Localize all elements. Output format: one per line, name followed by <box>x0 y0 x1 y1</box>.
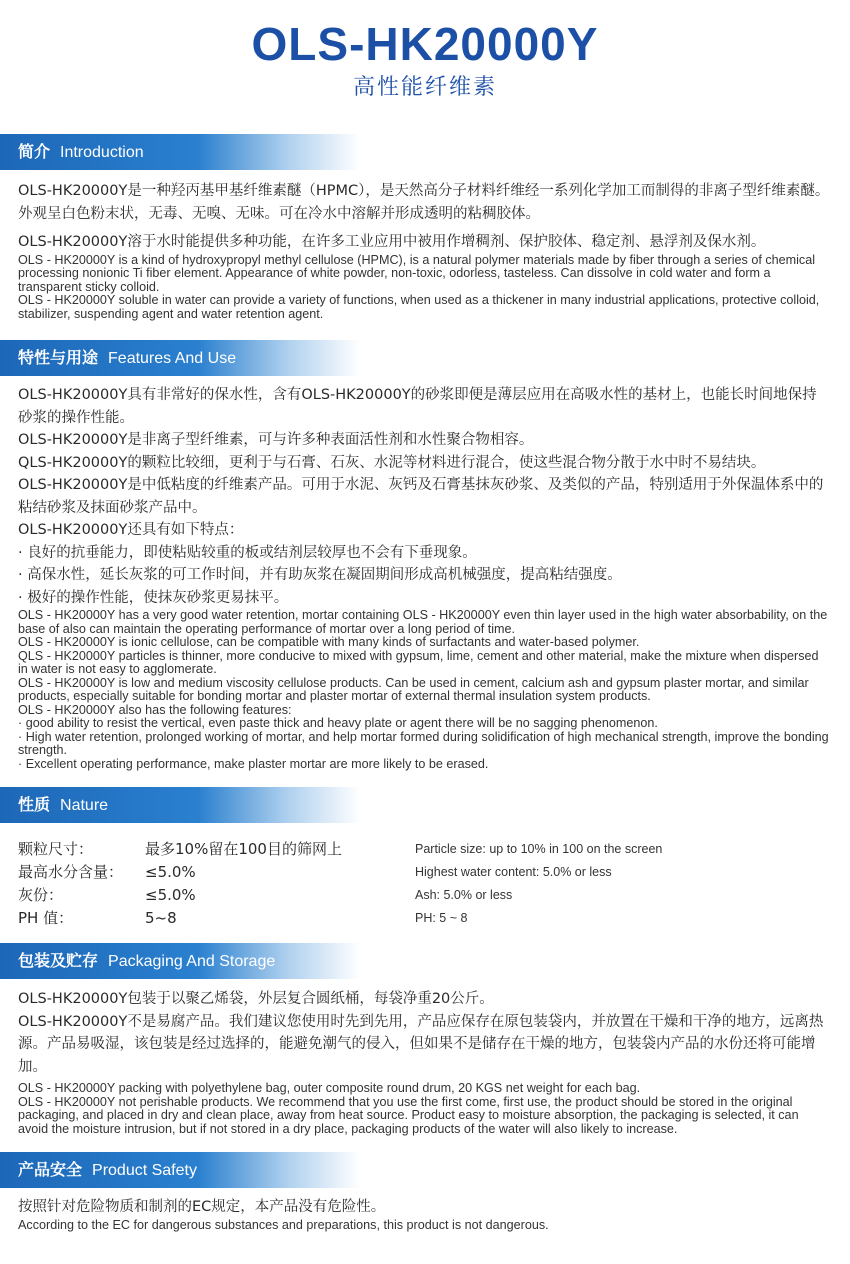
safety-zh-paragraph: 按照针对危险物质和制剂的EC规定，本产品没有危险性。 <box>18 1199 386 1215</box>
packaging-zh-paragraph: OLS-HK20000Y包装于以聚乙烯袋，外层复合圆纸桶，每袋净重20公斤。 <box>18 991 494 1007</box>
features-zh-bullet: · 良好的抗垂能力，即使粘贴较重的板或结剂层较厚也不会有下垂现象。 <box>18 544 477 561</box>
intro-zh-paragraph: OLS-HK20000Y是一种羟丙基甲基纤维素醚（HPMC），是天然高分子材料纤维经一系列化学加工而制得的非离子型纤维素醚。外观呈白色粉末状，无毒、无嗅、无味。可在冷水中溶解并形成透明的粘稠胶体。 <box>18 183 830 222</box>
intro-en-paragraph: OLS - HK20000Y is a kind of hydroxypropyl methyl cellulose (HPMC), is a natural polymer materials made by fiber through a series of chemical processing nonionic Ti fiber element. Appearance of white powder, non-toxic, odorless, tasteless. Can dissolve in cold water and form a transparent sticky colloid. <box>18 252 816 294</box>
features-zh-paragraph: OLS-HK20000Y还具有如下特点： <box>18 522 244 538</box>
section-title-zh: 简介 <box>18 142 51 161</box>
section-title-en: Nature <box>60 797 109 814</box>
section-title-zh: 特性与用途 <box>18 348 99 367</box>
section-header-packaging <box>0 943 360 979</box>
section-title-en: Introduction <box>60 144 144 161</box>
section-title-zh: 包装及贮存 <box>18 951 99 970</box>
packaging-en-paragraph: OLS - HK20000Y packing with polyethylene bag, outer composite round drum, 20 KGS net weight for each bag. <box>18 1081 641 1095</box>
packaging-body <box>18 988 830 1136</box>
safety-body <box>18 1196 830 1232</box>
introduction-body <box>18 180 830 321</box>
features-zh-bullet: · 高保水性，延长灰浆的可工作时间，并有助灰浆在凝固期间形成高机械强度，提高粘结强度。 <box>18 567 622 583</box>
nature-value: ≤5.0% <box>145 886 196 904</box>
features-en-bullet: · Excellent operating performance, make plaster mortar are more likely to be erased. <box>18 756 489 771</box>
features-body <box>18 384 830 771</box>
product-subtitle: 高性能纤维素 <box>352 75 497 100</box>
nature-label: 颗粒尺寸： <box>18 840 94 858</box>
features-en-paragraph: OLS - HK20000Y also has the following features: <box>18 702 292 717</box>
features-zh-paragraph: OLS-HK20000Y是中低粘度的纤维素产品。可用于水泥、灰钙及石膏基抹灰砂浆、及类似的产品，特别适用于外保温体系中的粘结砂浆及抹面砂浆产品中。 <box>18 477 824 516</box>
features-zh-paragraph: QLS-HK20000Y的颗粒比较细，更利于与石膏、石灰、水泥等材料进行混合，使这些混合物分散于水中时不易结块。 <box>18 454 766 471</box>
nature-en: PH: 5 ~ 8 <box>415 911 468 925</box>
intro-en-paragraph: OLS - HK20000Y soluble in water can provide a variety of functions, when used as a thickener in many industrial applications, protective colloid, stabilizer, suspending agent and water retention agent. <box>18 293 820 321</box>
section-header-features <box>0 340 360 376</box>
features-en-paragraph: OLS - HK20000Y is low and medium viscosity cellulose products. Can be used in cement, calcium ash and gypsum plaster mortar, and similar products, especially suitable for bonding mortar and plaster mortar of external thermal insulation system products. <box>18 675 809 703</box>
packaging-en-paragraph: OLS - HK20000Y not perishable products. We recommend that you use the first come, first use, the product should be stored in the original packaging, and placed in dry and clean place, away from heat source. Product easy to moisture absorption, the packaging is selected, it can avoid the moisture intrusion, but if not stored in a dry place, packaging products of the water will also likely to increase. <box>18 1094 799 1136</box>
section-title-en: Packaging And Storage <box>108 953 276 970</box>
features-zh-bullet: · 极好的操作性能，使抹灰砂浆更易抹平。 <box>18 589 289 606</box>
nature-value: 5~8 <box>145 909 177 927</box>
features-en-paragraph: OLS - HK20000Y has a very good water retention, mortar containing OLS - HK20000Y even thin layer used in the high water absorbability, on the base of also can maintain the operating performance of mortar over a long period of time. <box>18 608 828 636</box>
section-title-zh: 产品安全 <box>18 1160 83 1179</box>
nature-value: 最多10%留在100目的筛网上 <box>145 840 342 858</box>
section-header-nature <box>0 787 360 823</box>
features-en-bullet: · good ability to resist the vertical, even paste thick and heavy plate or agent there will be no sagging phenomenon. <box>18 716 658 730</box>
features-en-paragraph: QLS - HK20000Y particles is thinner, more conducive to mixed with gypsum, lime, cement and other material, make the mixture when dispersed in water is not easy to agglomerate. <box>18 648 819 676</box>
nature-en: Particle size: up to 10% in 100 on the screen <box>415 842 663 856</box>
product-title: OLS-HK20000Y <box>251 18 599 70</box>
features-en-bullet: · High water retention, prolonged working of mortar, and help mortar formed during solidification of high mechanical strength, improve the bonding strength. <box>18 729 829 757</box>
section-header-introduction <box>0 134 360 170</box>
safety-en-paragraph: According to the EC for dangerous substances and preparations, this product is not dangerous. <box>18 1217 549 1232</box>
features-zh-paragraph: OLS-HK20000Y具有非常好的保水性，含有OLS-HK20000Y的砂浆即便是薄层应用在高吸水性的基材上，也能长时间地保持砂浆的操作性能。 <box>18 387 817 426</box>
section-title-en: Features And Use <box>108 350 237 367</box>
nature-label: 最高水分含量： <box>18 863 124 881</box>
section-header-safety <box>0 1152 360 1188</box>
nature-en: Highest water content: 5.0% or less <box>415 865 612 879</box>
packaging-zh-paragraph: OLS-HK20000Y不是易腐产品。我们建议您使用时先到先用，产品应保存在原包装袋内，并放置在干燥和干净的地方，远离热源。产品易吸湿，该包装是经过选择的，能避免潮气的侵入，但如果不是储存在干燥的地方，包装袋内产品的水份还将可能增加。 <box>18 1013 824 1075</box>
nature-value: ≤5.0% <box>145 863 196 881</box>
features-en-paragraph: OLS - HK20000Y is ionic cellulose, can be compatible with many kinds of surfactants and water-based polymer. <box>18 635 640 649</box>
nature-label: 灰份： <box>18 886 64 904</box>
section-title-en: Product Safety <box>92 1162 197 1179</box>
nature-label: PH 值： <box>18 909 74 927</box>
nature-en: Ash: 5.0% or less <box>415 888 513 902</box>
section-title-zh: 性质 <box>18 795 51 814</box>
intro-zh-paragraph: OLS-HK20000Y溶于水时能提供多种功能，在许多工业应用中被用作增稠剂、保护胶体、稳定剂、悬浮剂及保水剂。 <box>18 234 766 250</box>
features-zh-paragraph: OLS-HK20000Y是非离子型纤维素，可与许多种表面活性剂和水性聚合物相容。 <box>18 432 534 448</box>
